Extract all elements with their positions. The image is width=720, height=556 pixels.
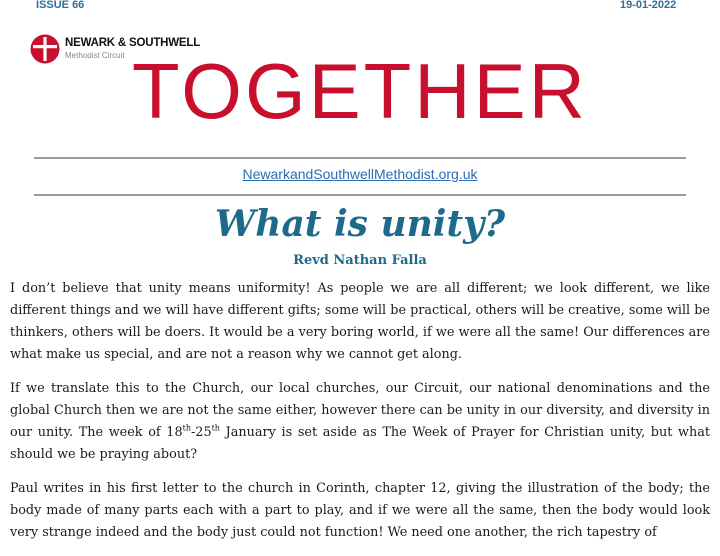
paragraph-2-part-b: -25 [190, 425, 212, 440]
issue-number: ISSUE 66 [36, 0, 85, 11]
paragraph-3: Paul writes in his first letter to the church in Corinth, chapter 12, giving the illustration of the body; the body made of many parts each with a part to play, and if we were all the same, then the body would look very strange indeed and the body just could not function! We need one another, the rich tapestry of [10, 481, 710, 540]
article-title: What is unity? [214, 203, 506, 245]
ordinal-suffix-2: th [211, 423, 220, 433]
divider-bottom [34, 194, 686, 196]
paragraph-1: I don’t believe that unity means uniformity! As people we are all different; we look different, we like different things and we will have different gifts; some will be practical, others will be creative, some will be thinkers, others will be doers. It would be a very boring world, if we were all the same! Our differences are what make us special, and are not a reason why we cannot get along. [10, 281, 710, 362]
masthead-title [0, 47, 720, 135]
issue-bar [0, 0, 720, 14]
logo-subtitle: Methodist Circuit [65, 50, 125, 60]
article-byline: Revd Nathan Falla [293, 253, 427, 268]
paragraph-2 [10, 378, 710, 466]
website-link[interactable]: NewarkandSouthwellMethodist.org.uk [242, 166, 478, 182]
logo-name: NEWARK & SOUTHWELL [65, 37, 201, 50]
paragraph-2-part-c: January is set aside as The Week of Prayer for Christian unity, but what should we be praying about? [10, 425, 710, 462]
issue-date: 19-01-2022 [620, 0, 677, 11]
ordinal-suffix-1: th [182, 423, 191, 433]
masthead-text: TOGETHER [132, 47, 588, 135]
article-body [10, 278, 710, 556]
divider-top [34, 157, 686, 159]
paragraph-2-part-a: If we translate this to the Church, our local churches, our Circuit, our national denominations and the global Church then we are not the same either, however there can be unity in our diversity, and diversity in our unity. The week of 18 [10, 381, 710, 440]
